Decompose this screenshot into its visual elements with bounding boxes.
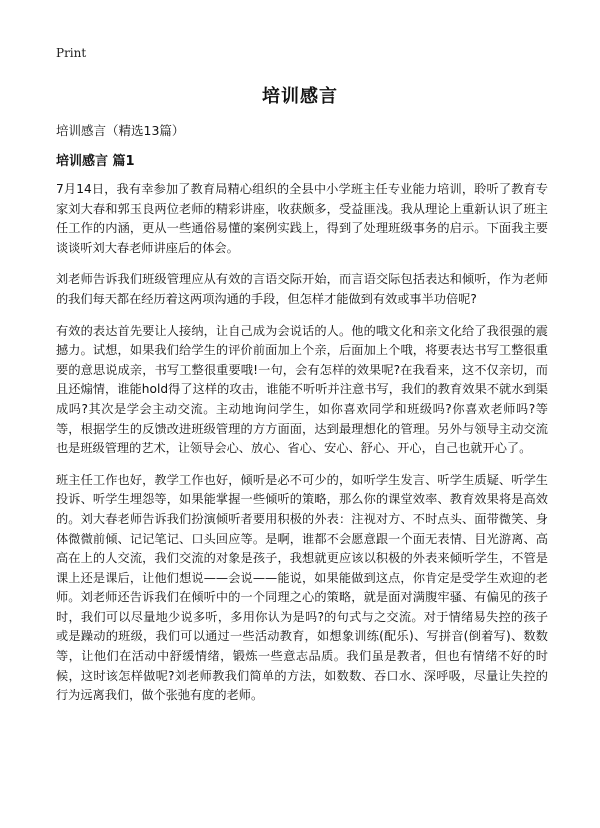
paragraph: 班主任工作也好，教学工作也好，倾听是必不可少的，如听学生发言、听学生质疑、听学生投诉、听学生埋怨等，如果能掌握一些倾听的策略，那么你的课堂效率、教育效果将是高效的。刘大春老师告诉我们扮演倾听者要用积极的外表：注视对方、不时点头、面带微笑、身体微微前倾、记记笔记、口头回应等。是啊，谁都不会愿意跟一个面无表情、目光游离、高高在上的人交流，我们交流的对象是孩子，我想就更应该以积极的外表来倾听学生，不管是课上还是课后，让他们想说——会说——能说，如果能做到这点，你肯定是受学生欢迎的老师。刘老师还告诉我们在倾听中的一个同理之心的策略，就是面对满腹牢骚、有偏见的孩子时，我们可以尽量地少说多听，多用你认为是吗?的句式与之交流。对于情绪易失控的孩子或是躁动的班级，我们可以通过一些活动教育，如想象训练(配乐)、写拼音(倒着写)、数数等，让他们在活动中舒缓情绪，锻炼一些意志品质。我们虽是教者，但也有情绪不好的时候，这时该怎样做呢?刘老师教我们简单的方法，如数数、吞口水、深呼吸，尽量让失控的行为远离我们，做个张弛有度的老师。 [56, 472, 548, 703]
paragraph: 有效的表达首先要让人接纳，让自己成为会说话的人。他的哦文化和亲文化给了我很强的震撼力。试想，如果我们给学生的评价前面加上个亲，后面加上个哦，将要表达书写工整很重要的意思说成亲，书写工整很重要哦!一句，会有怎样的效果呢?在我看来，这不仅亲切，而且还煽情，谁能hold得了这样的攻击，谁能不听听并注意书写，我们的教育效果不就水到渠成吗?其次是学会主动交流。主动地询问学生，如你喜欢同学和班级吗?你喜欢老师吗?等等，根据学生的反馈改进班级管理的方方面面，达到最理想化的管理。另外与领导主动交流也是班级管理的艺术，让领导会心、放心、省心、安心、舒心、开心，自己也就开心了。 [56, 323, 548, 456]
article-body [56, 180, 548, 718]
print-link[interactable]: Print [56, 46, 87, 60]
document-subtitle: 培训感言（精选13篇） [56, 123, 185, 138]
paragraph: 刘老师告诉我们班级管理应从有效的言语交际开始，而言语交际包括表达和倾听，作为老师的我们每天都在经历着这两项沟通的手段，但怎样才能做到有效或事半功倍呢? [56, 272, 548, 306]
page-title: 培训感言 [262, 86, 338, 107]
paragraph: 7月14日，我有幸参加了教育局精心组织的全县中小学班主任专业能力培训，聆听了教育专家刘大春和郭玉良两位老师的精彩讲座，收获颇多，受益匪浅。我从理论上重新认识了班主任工作的内涵，更从一些通俗易懂的案例实践上，得到了处理班级事务的启示。下面我主要谈谈听刘大春老师讲座后的体会。 [56, 182, 548, 255]
section-heading: 培训感言 篇1 [56, 154, 135, 169]
